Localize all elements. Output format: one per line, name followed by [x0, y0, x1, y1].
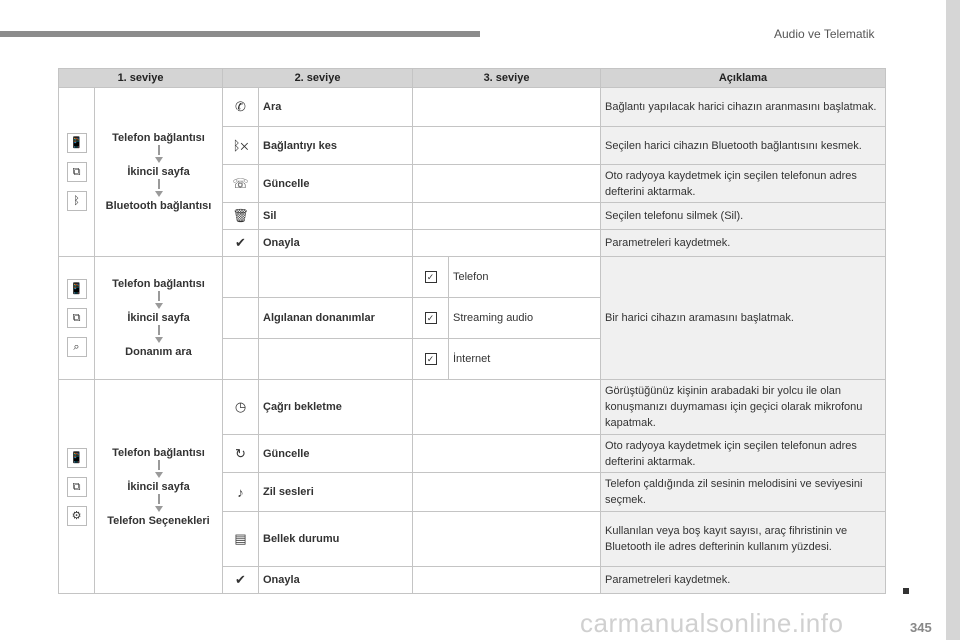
phone-menu-icon: 📱 — [67, 279, 87, 299]
table-row — [59, 257, 886, 298]
checkbox-icon: ✓ — [425, 312, 437, 324]
level2-secondary-page: İkincil sayfa — [127, 480, 190, 493]
memory-icon: ▤ — [234, 531, 247, 546]
arrow-down-icon — [155, 157, 163, 163]
header-level1: 1. seviye — [59, 69, 223, 88]
option-desc: Parametreleri kaydetmek. — [601, 567, 886, 594]
option-label: Güncelle — [259, 435, 413, 473]
ringtone-icon: ♪ — [237, 484, 244, 500]
page-header-title: Audio ve Telematik — [774, 27, 875, 41]
checkbox-icon: ✓ — [425, 353, 437, 365]
watermark: carmanualsonline.info — [580, 608, 844, 638]
option-label: Onayla — [259, 230, 413, 257]
arrow-down-icon — [155, 303, 163, 309]
level2-bluetooth-connection: Bluetooth bağlantısı — [105, 200, 212, 212]
level2-path — [95, 88, 223, 257]
check-icon: ✔ — [235, 235, 246, 250]
level2-phone-connection: Telefon bağlantısı — [112, 278, 205, 290]
level2-path — [95, 380, 223, 594]
detected-devices-label: Algılanan donanımlar — [259, 298, 413, 339]
arrow-down-icon — [155, 337, 163, 343]
settings-table — [58, 68, 886, 594]
arrow-down-icon — [155, 472, 163, 478]
level2-secondary-page: İkincil sayfa — [127, 166, 190, 178]
bullet-mark — [903, 588, 909, 594]
phone-menu-icon: 📱 — [67, 133, 87, 153]
level2-secondary-page: İkincil sayfa — [127, 312, 190, 324]
check-icon: ✔ — [235, 572, 246, 587]
side-strip — [946, 0, 960, 640]
option-label: Zil sesleri — [259, 473, 413, 512]
option-label: Onayla — [259, 567, 413, 594]
header-description: Açıklama — [601, 69, 886, 88]
table-row — [59, 88, 886, 127]
level2-path — [95, 257, 223, 380]
option-telefon: Telefon — [449, 257, 601, 298]
header-level3: 3. seviye — [413, 69, 601, 88]
level2-phone-connection: Telefon bağlantısı — [112, 132, 205, 144]
option-desc: Seçilen telefonu silmek (Sil). — [601, 203, 886, 230]
level1-icons — [59, 257, 95, 380]
checkbox-icon: ✓ — [425, 271, 437, 283]
level1-icons — [59, 380, 95, 594]
phone-menu-icon: 📱 — [67, 448, 87, 468]
level2-device-search: Donanım ara — [125, 346, 192, 358]
option-desc: Kullanılan veya boş kayıt sayısı, araç fihristinin ve Bluetooth ile adres defterinin kullanım yüzdesi. — [601, 512, 886, 567]
option-label: Sil — [259, 203, 413, 230]
option-desc: Bir harici cihazın aramasını başlatmak. — [601, 257, 886, 380]
option-desc: Parametreleri kaydetmek. — [601, 230, 886, 257]
arrow-down-icon — [155, 506, 163, 512]
option-label: Güncelle — [259, 165, 413, 203]
option-internet: İnternet — [449, 339, 601, 380]
refresh-icon: ↻ — [235, 445, 246, 461]
level2-phone-connection: Telefon bağlantısı — [112, 446, 205, 459]
bluetooth-disconnect-icon: ᛒ✕ — [232, 138, 249, 153]
option-desc: Seçilen harici cihazın Bluetooth bağlantısını kesmek. — [601, 127, 886, 165]
option-streaming-audio: Streaming audio — [449, 298, 601, 339]
option-label: Ara — [259, 88, 413, 127]
arrow-down-icon — [155, 191, 163, 197]
option-desc: Telefon çaldığında zil sesinin melodisini ve seviyesini seçmek. — [601, 473, 886, 512]
option-desc: Görüştüğünüz kişinin arabadaki bir yolcu ile olan konuşmanızı duymaması için geçici olarak mikrofonu kapatmak. — [601, 380, 886, 435]
level1-icons — [59, 88, 95, 257]
call-hold-icon: ◷ — [234, 399, 247, 414]
table-header-row — [59, 69, 886, 88]
page-number: 345 — [910, 620, 932, 635]
phone-search-icon: ✆ — [235, 99, 246, 114]
secondary-page-icon: ⧉ — [67, 162, 87, 182]
phonebook-update-icon: ☏ — [232, 175, 249, 191]
secondary-page-icon: ⧉ — [67, 308, 87, 328]
header-level2: 2. seviye — [223, 69, 413, 88]
option-label: Çağrı bekletme — [259, 380, 413, 435]
option-desc: Oto radyoya kaydetmek için seçilen telefonun adres defterini aktarmak. — [601, 435, 886, 473]
header-bar — [0, 31, 480, 37]
table-row — [59, 380, 886, 435]
option-label: Bellek durumu — [259, 512, 413, 567]
bluetooth-icon: ᛒ — [67, 191, 87, 211]
option-label: Bağlantıyı kes — [259, 127, 413, 165]
secondary-page-icon: ⧉ — [67, 477, 87, 497]
level2-phone-options: Telefon Seçenekleri — [107, 514, 210, 527]
option-desc: Oto radyoya kaydetmek için seçilen telefonun adres defterini aktarmak. — [601, 165, 886, 203]
phone-options-icon: ⚙ — [67, 506, 87, 526]
option-desc: Bağlantı yapılacak harici cihazın aranmasını başlatmak. — [601, 88, 886, 127]
phone-delete-icon: 🗑 — [232, 208, 249, 223]
search-device-icon: ⌕ — [67, 337, 87, 357]
